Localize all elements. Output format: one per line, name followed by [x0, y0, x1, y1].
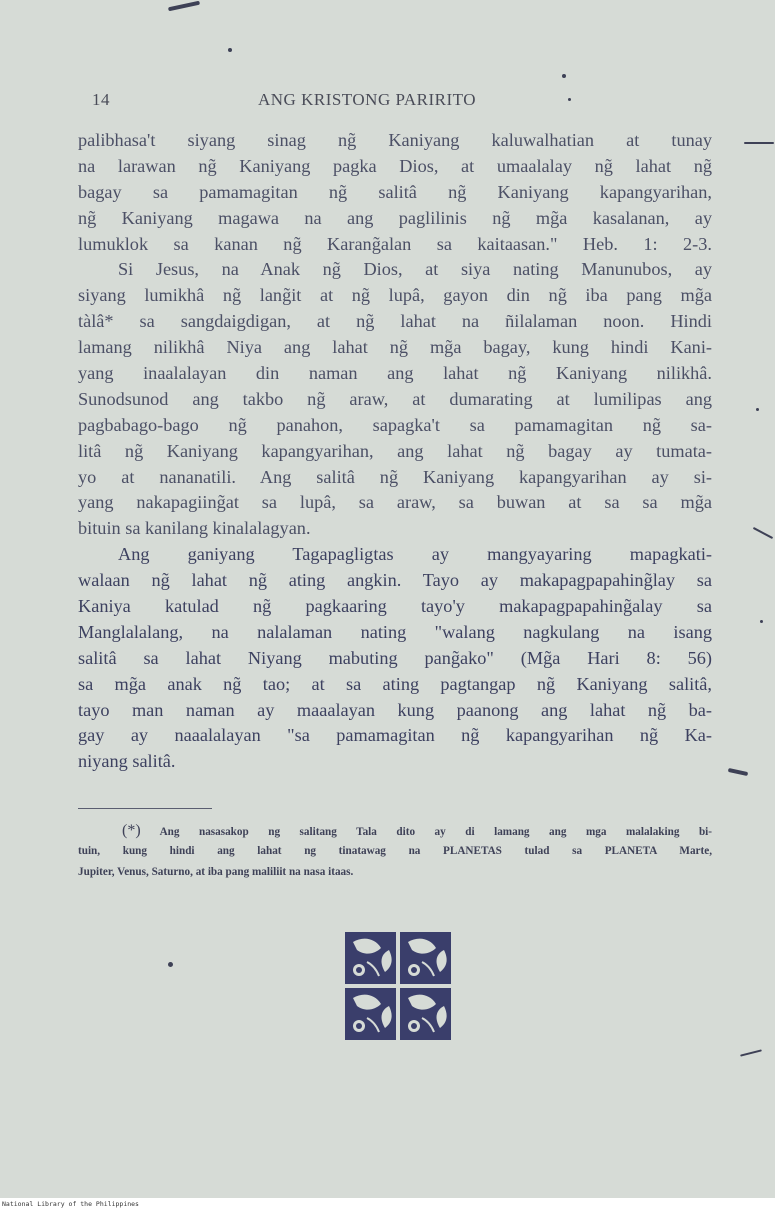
paper-speck [168, 962, 173, 967]
footnote [78, 820, 712, 883]
paper-speck [760, 620, 763, 623]
text-line: Si Jesus, na Anak ng̃ Dios, at siya nating Manunubos, ay [118, 259, 712, 280]
footnote-marker: (*) [122, 822, 141, 839]
paragraph [78, 542, 712, 775]
text-line: yang nakapagiing̃at sa lupâ, sa araw, sa buwan at sa sa mg̃a [78, 492, 712, 513]
text-line: salitâ sa lahat Niyang mabuting pang̃ako" (Mg̃a Hari 8: 56) [78, 647, 712, 668]
paper-scratch [168, 1, 200, 12]
text-line: sa mg̃a anak ng̃ tao; at sa ating pagtangap ng̃ Kaniyang salitâ, [78, 673, 712, 694]
footnote-line [78, 820, 712, 841]
text-line: pagbabago-bago ng̃ panahon, sapagka't sa pamamagitan ng̃ sa- [78, 414, 712, 435]
paper-speck [228, 48, 232, 52]
text-line: tayo man naman ay maaalayan kung paanong ang lahat ng̃ ba- [78, 699, 712, 720]
running-title: ANG KRISTONG PARIRITO [258, 90, 476, 109]
paragraph [78, 128, 712, 257]
library-credit: National Library of the Philippines [2, 1200, 139, 1208]
text-line: na larawan ng̃ Kaniyang pagka Dios, at umaalalay ng̃ lahat ng̃ [78, 155, 712, 176]
text-line: niyang salitâ. [78, 751, 176, 772]
paragraph [78, 257, 712, 542]
page-number: 14 [92, 90, 110, 109]
fleuron-ornament-icon [345, 932, 451, 1040]
text-line: lumuklok sa kanan ng̃ Karang̃alan sa kaitaasan." Heb. 1: 2-3. [78, 233, 712, 254]
text-line: Manglalalang, na nalalaman nating "walang nagkulang na isang [78, 621, 712, 642]
paper-speck [562, 74, 566, 78]
text-line: gay ay naaalalayan "sa pamamagitan ng̃ kapangyarihan ng̃ Ka- [78, 725, 712, 746]
text-line: bagay sa pamamagitan ng̃ salitâ ng̃ Kaniyang kapangyarihan, [78, 181, 712, 202]
paper-speck [568, 98, 571, 101]
body-text [78, 128, 712, 775]
footnote-divider [78, 808, 212, 809]
paper-scratch [740, 1049, 762, 1056]
page-header [0, 90, 775, 112]
paper-speck [756, 408, 759, 411]
footnote-line: Jupiter, Venus, Saturno, at iba pang maliliit na nasa itaas. [78, 866, 354, 878]
text-line: litâ ng̃ Kaniyang kapangyarihan, ang lahat ng̃ bagay ay tumata- [78, 440, 712, 461]
text-line: ng̃ Kaniyang magawa na ang paglilinis ng̃ mg̃a kasalanan, ay [78, 207, 712, 228]
text-line: palibhasa't siyang sinag ng̃ Kaniyang kaluwalhatian at tunay [78, 130, 712, 150]
text-line: lamang nilikhâ Niya ang lahat ng̃ mg̃a bagay, kung hindi Kani- [78, 337, 712, 358]
paper-scratch [728, 768, 748, 776]
footnote-line: tuin, kung hindi ang lahat ng tinatawag na PLANETAS tulad sa PLANETA Marte, [78, 845, 712, 857]
text-line: siyang lumikhâ ng̃ lang̃it at ng̃ lupâ, gayon din ng̃ iba pang mg̃a [78, 285, 712, 306]
text-line: bituin sa kanilang kinalalagyan. [78, 518, 311, 539]
text-line: Kaniya katulad ng̃ pagkaaring tayo'y makapagpapahing̃alay sa [78, 596, 712, 617]
paper-scratch [744, 142, 774, 144]
text-line: Sunodsunod ang takbo ng̃ araw, at dumarating at lumilipas ang [78, 388, 712, 409]
footnote-text: Ang nasasakop ng salitang Tala dito ay di lamang ang mga malalaking bi- [159, 826, 712, 838]
text-line: tàlâ* sa sangdaigdigan, at ng̃ lahat na ñilalaman noon. Hindi [78, 311, 712, 332]
text-line: Ang ganiyang Tagapagligtas ay mangyayaring mapagkati- [118, 544, 712, 565]
text-line: yo at nananatili. Ang salitâ ng̃ Kaniyang kapangyarihan ay si- [78, 466, 712, 487]
text-line: yang inaalalayan din naman ang lahat ng̃ Kaniyang nilikhâ. [78, 363, 712, 384]
paper-scratch [753, 527, 773, 539]
text-line: walaan ng̃ lahat ng̃ ating angkin. Tayo ay makapagpapahing̃lay sa [78, 570, 712, 591]
